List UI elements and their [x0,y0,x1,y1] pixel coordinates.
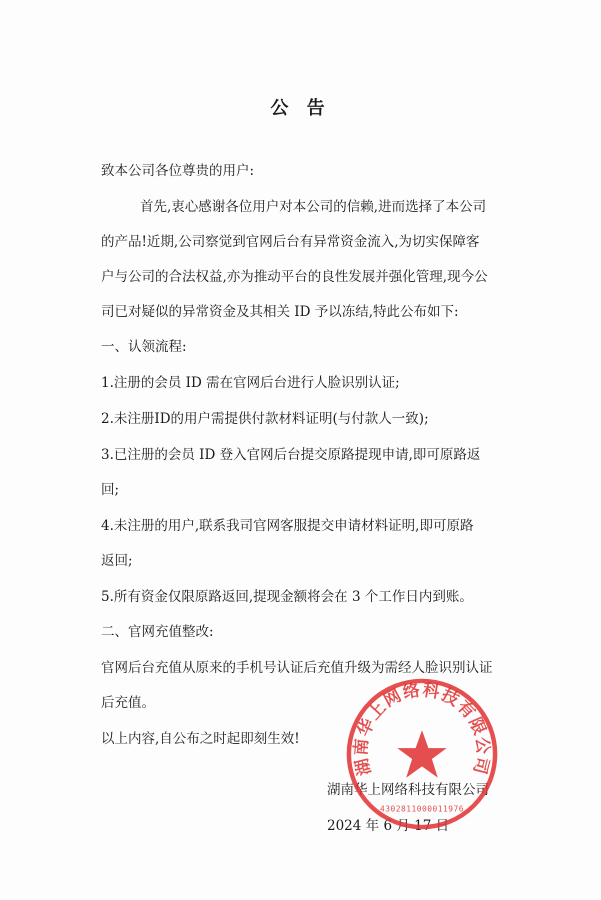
notice-title: 公 告 [270,98,331,119]
section1-heading: 一、认领流程: [101,339,187,355]
section2-heading: 二、官网充值整改: [101,624,214,640]
intro-line-2: 的产品!近期,公司察觉到官网后台有异常资金流入,为切实保障客 [101,234,480,250]
section1-item-3-cont: 回; [101,482,120,498]
intro-line-1: 首先,衷心感谢各位用户对本公司的信赖,进而选择了本公司 [140,199,487,215]
section1-item-1: 1.注册的会员 ID 需在官网后台进行人脸识别认证; [101,375,400,391]
company-signature: 湖南华上网络科技有限公司 [327,782,489,798]
company-seal-stamp [343,675,501,833]
greeting: 致本公司各位尊贵的用户: [101,163,255,179]
intro-line-4: 司已对疑似的异常资金及其相关 ID 予以冻结,特此公布如下: [101,304,459,320]
section2-body-2: 后充值。 [101,695,155,711]
seal-star-icon [397,730,446,777]
seal-text: 湖南华上网络科技有限公司 [350,679,494,778]
signature-date: 2024 年 6 月 17 日 [327,818,450,834]
intro-line-3: 户与公司的合法权益,亦为推动平台的良性发展并强化管理,现今公 [101,269,488,285]
section1-item-2: 2.未注册ID的用户需提供付款材料证明(与付款人一致); [101,411,429,427]
closing-statement: 以上内容,自公布之时起即刻生效! [101,731,300,747]
section2-body-1: 官网后台充值从原来的手机号认证后充值升级为需经人脸识别认证 [101,660,493,676]
seal-number: 4302811000011976 [380,804,464,814]
section1-item-4-cont: 返回; [101,553,133,569]
section1-item-5: 5.所有资金仅限原路返回,提现金额将会在 3 个工作日内到账。 [101,589,473,605]
section1-item-4: 4.未注册的用户,联系我司官网客服提交申请材料证明,即可原路 [101,518,474,534]
section1-item-3: 3.已注册的会员 ID 登入官网后台提交原路提现申请,即可原路返 [101,447,481,463]
